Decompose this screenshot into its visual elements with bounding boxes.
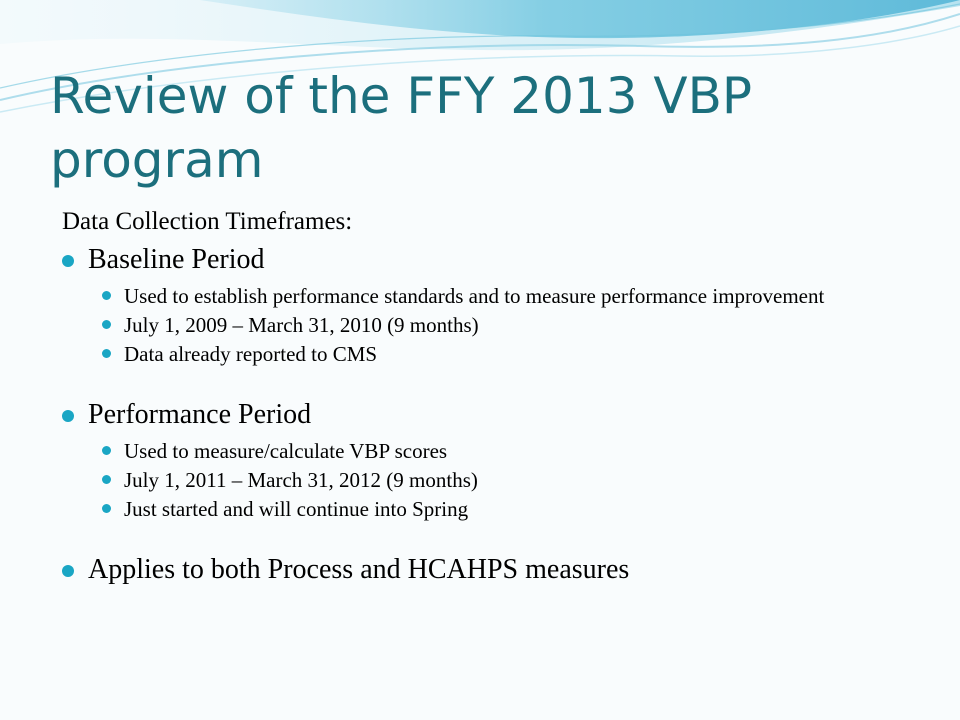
sub-bullet: July 1, 2009 – March 31, 2010 (9 months) (62, 311, 922, 340)
bullet-performance-period: Performance Period (62, 399, 922, 431)
slide-content (62, 206, 922, 586)
sub-bullet: Data already reported to CMS (62, 340, 922, 369)
bullet-applies-to-measures: Applies to both Process and HCAHPS measures (62, 554, 922, 586)
sub-bullet: Just started and will continue into Spring (62, 495, 922, 524)
sub-bullet: July 1, 2011 – March 31, 2012 (9 months) (62, 466, 922, 495)
bullet-baseline-period: Baseline Period (62, 244, 922, 276)
sub-bullet: Used to measure/calculate VBP scores (62, 437, 922, 466)
sub-bullet: Used to establish performance standards and to measure performance improvement (62, 282, 922, 311)
intro-text: Data Collection Timeframes: (62, 208, 353, 235)
slide-title: Review of the FFY 2013 VBP program (50, 67, 753, 189)
